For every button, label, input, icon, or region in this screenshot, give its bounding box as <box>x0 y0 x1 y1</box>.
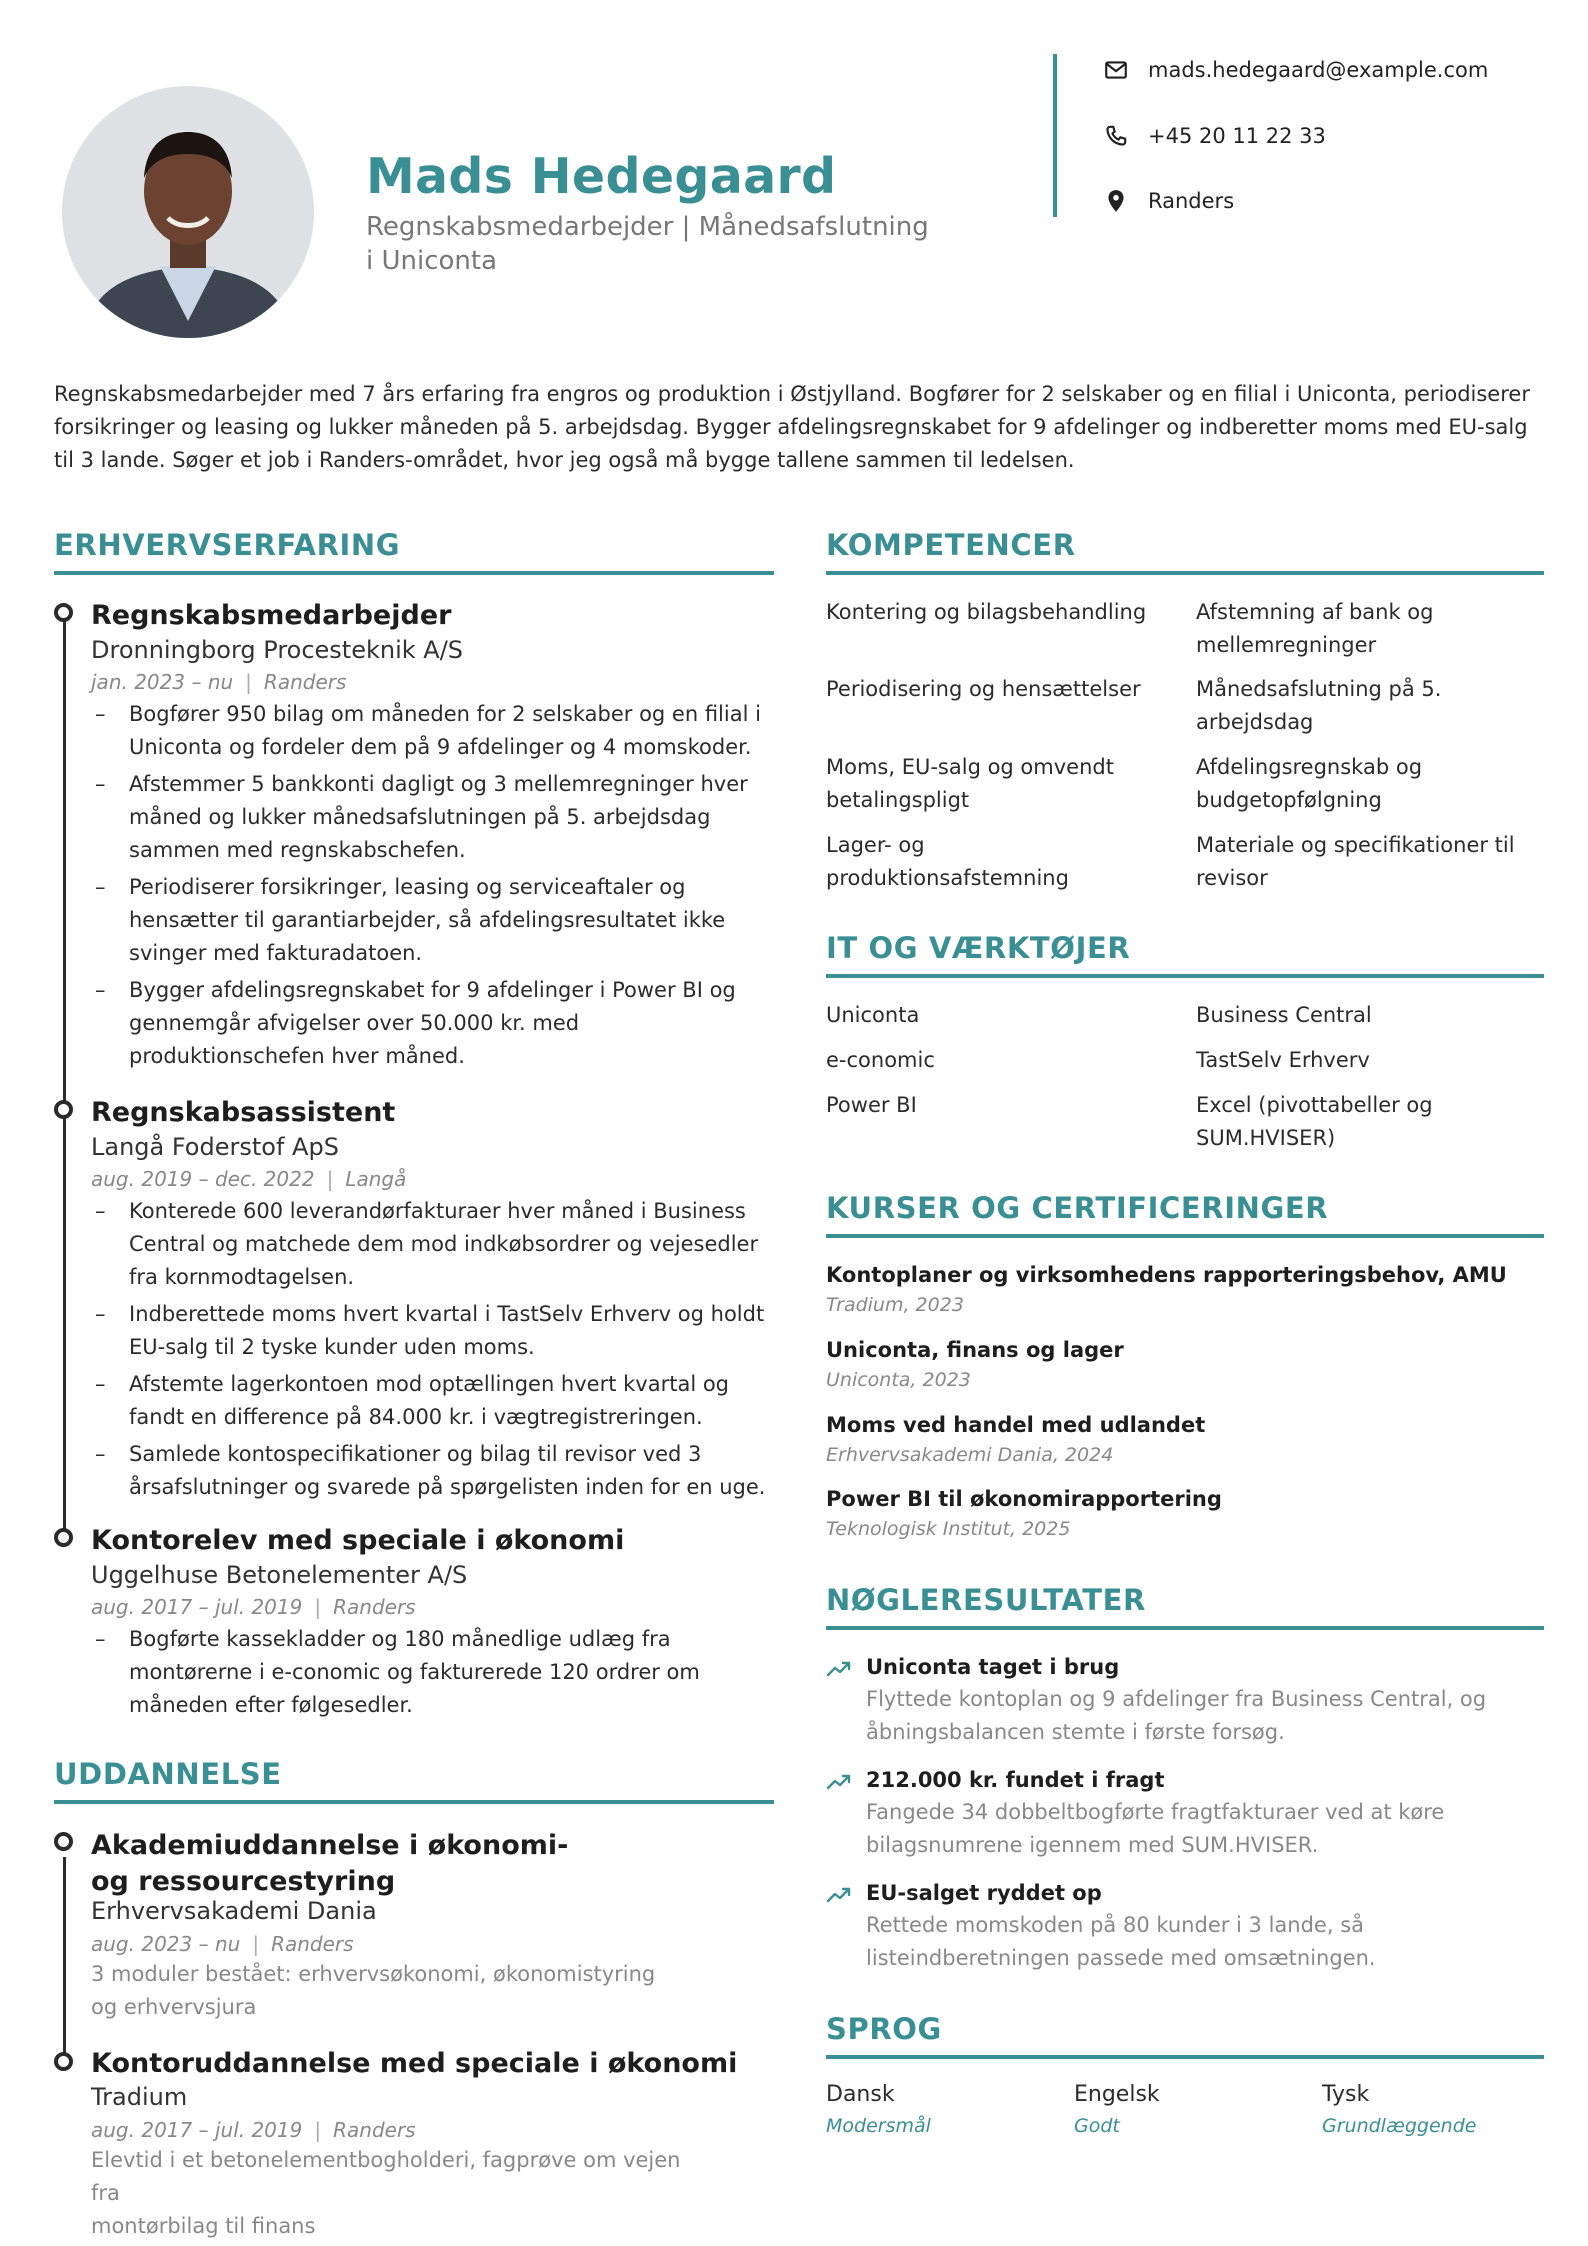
skill-item <box>826 673 1141 706</box>
phone-text[interactable]: +45 20 11 22 33 <box>1148 124 1326 148</box>
timeline-dot <box>54 1100 73 1119</box>
education-meta: aug. 2017 – jul. 2019 | Randers <box>91 2118 416 2142</box>
tool-item: Uniconta <box>826 1003 920 1027</box>
job-bullet: – Konterede 600 leverandørfakturaer hver måned i Business Central og matchede dem mod indkøbsordrer og vejesedler fra kornmodtagelsen. <box>91 1195 771 1294</box>
job-meta: aug. 2019 – dec. 2022 | Langå <box>91 1167 407 1191</box>
job-period: jan. 2023 – nu <box>91 670 234 694</box>
skill-line: arbejdsdag <box>1196 710 1314 734</box>
skill-line: betalingspligt <box>826 788 970 812</box>
tool-item <box>1196 1089 1433 1155</box>
skill-line: Materiale og specifikationer til <box>1196 833 1515 857</box>
result-desc-line: Rettede momskoden på 80 kunder i 3 lande, så <box>866 1913 1365 1937</box>
job-bullet: – Periodiserer forsikringer, leasing og serviceaftaler og hensætter til garantiarbejder, så afdelingsresultatet ikke svinger med fakturadatoen. <box>91 871 771 970</box>
education-desc-line: Elevtid i et betonelementbogholderi, fagprøve om vejen fra <box>91 2148 681 2205</box>
tools-heading: IT OG VÆRKTØJER <box>826 931 1131 965</box>
phone-icon <box>1102 122 1130 150</box>
skills-rule <box>826 571 1544 575</box>
result-desc-line: bilagsnumrene igennem med SUM.HVISER. <box>866 1833 1319 1857</box>
job-meta: jan. 2023 – nu | Randers <box>91 670 347 694</box>
courses-rule <box>826 1234 1544 1238</box>
skill-line: Periodisering og hensættelser <box>826 677 1141 701</box>
course-title: Uniconta, finans og lager <box>826 1338 1124 1362</box>
skill-item <box>826 596 1146 629</box>
timeline-dot <box>54 603 73 622</box>
skill-line: Moms, EU-salg og omvendt <box>826 755 1114 779</box>
result-title: EU-salget ryddet op <box>866 1881 1102 1905</box>
job-location: Langå <box>345 1167 407 1191</box>
contact-phone[interactable] <box>1102 122 1326 150</box>
timeline-dot <box>54 1528 73 1547</box>
skill-line: Månedsafslutning på 5. <box>1196 677 1442 701</box>
education-description <box>91 2144 711 2243</box>
contact-location <box>1102 187 1234 215</box>
education-school: Tradium <box>91 2083 188 2111</box>
language-level: Modersmål <box>826 2115 931 2137</box>
job-bullets <box>91 1623 771 1726</box>
job-title: Regnskabsmedarbejder <box>91 600 452 631</box>
role-line-1: Regnskabsmedarbejder | Månedsafslutning <box>366 212 929 242</box>
skill-line: Afdelingsregnskab og <box>1196 755 1423 779</box>
job-title: Regnskabsassistent <box>91 1097 396 1128</box>
job-bullet: – Bygger afdelingsregnskabet for 9 afdelinger i Power BI og gennemgår afvigelser over 50.000 kr. med produktionschefen hver måned. <box>91 974 771 1073</box>
job-location: Randers <box>263 670 347 694</box>
profile-summary: Regnskabsmedarbejder med 7 års erfaring fra engros og produktion i Østjylland. Bogfører for 2 selskaber og en filial i Uniconta, periodiserer forsikringer og leasing og lukker måneden på 5. arbejdsdag. Bygger afdelingsregnskabet for 9 afdelinger og indberetter moms med EU-salg til 3 lande. Søger et job i Randers-området, hvor jeg også må bygge tallene sammen til ledelsen. <box>54 382 1530 472</box>
job-bullets <box>91 1195 771 1508</box>
education-meta: aug. 2023 – nu | Randers <box>91 1932 354 1956</box>
education-title-line: Akademiuddannelse i økonomi- <box>91 1830 569 1861</box>
location-text: Randers <box>1148 189 1235 213</box>
language-name: Tysk <box>1322 2082 1370 2107</box>
tool-item: e-conomic <box>826 1048 935 1072</box>
skill-line: Lager- og <box>826 833 925 857</box>
education-desc-line: montørbilag til finans <box>91 2214 316 2238</box>
result-desc-line: listeindberetningen passede med omsætningen. <box>866 1946 1376 1970</box>
course-meta: Teknologisk Institut, 2025 <box>826 1518 1071 1540</box>
education-rule <box>54 1800 774 1804</box>
avatar <box>62 86 314 338</box>
location-pin-icon <box>1102 187 1130 215</box>
job-bullets <box>91 698 771 1077</box>
job-title: Kontorelev med speciale i økonomi <box>91 1525 625 1556</box>
job-period: aug. 2017 – jul. 2019 <box>91 1595 303 1619</box>
job-bullet: – Indberettede moms hvert kvartal i TastSelv Erhverv og holdt EU-salg til 2 tyske kunder uden moms. <box>91 1298 771 1364</box>
candidate-role <box>366 210 946 278</box>
education-timeline <box>63 1857 66 2059</box>
course-title: Power BI til økonomirapportering <box>826 1487 1222 1511</box>
tool-line: Excel (pivottabeller og <box>1196 1093 1433 1117</box>
languages-rule <box>826 2055 1544 2059</box>
tool-item: TastSelv Erhverv <box>1196 1048 1370 1072</box>
results-heading: NØGLERESULTATER <box>826 1583 1146 1617</box>
timeline-dot <box>54 2052 73 2071</box>
education-description <box>91 1958 711 2024</box>
skill-item <box>826 829 1069 895</box>
result-desc-line: Flyttede kontoplan og 9 afdelinger fra Business Central, og <box>866 1687 1487 1711</box>
job-bullet: – Afstemte lagerkontoen mod optællingen hvert kvartal og fandt en difference på 84.000 kr. i vægtregistreringen. <box>91 1368 771 1434</box>
skill-item <box>826 751 1114 817</box>
job-bullet: – Afstemmer 5 bankkonti dagligt og 3 mellemregninger hver måned og lukker månedsafslutningen på 5. arbejdsdag sammen med regnskabschefen. <box>91 768 771 867</box>
results-rule <box>826 1626 1544 1630</box>
education-title <box>91 1828 568 1900</box>
education-location: Randers <box>271 1932 354 1956</box>
course-meta: Erhvervsakademi Dania, 2024 <box>826 1444 1114 1466</box>
result-title: 212.000 kr. fundet i fragt <box>866 1768 1165 1792</box>
language-name: Dansk <box>826 2082 895 2107</box>
timeline-dot <box>54 1832 73 1851</box>
job-bullet: – Samlede kontospecifikationer og bilag til revisor ved 3 årsafslutninger og svarede på spørgelisten inden for en uge. <box>91 1438 771 1504</box>
job-period: aug. 2019 – dec. 2022 <box>91 1167 315 1191</box>
skill-line: produktionsafstemning <box>826 866 1069 890</box>
skill-item <box>1196 673 1441 739</box>
language-name: Engelsk <box>1074 2082 1160 2107</box>
result-description <box>866 1683 1546 1749</box>
language-level: Godt <box>1074 2115 1120 2137</box>
course-meta: Tradium, 2023 <box>826 1294 964 1316</box>
tool-line: SUM.HVISER) <box>1196 1126 1336 1150</box>
courses-heading: KURSER OG CERTIFICERINGER <box>826 1191 1329 1225</box>
language-level: Grundlæggende <box>1322 2115 1477 2137</box>
education-heading: UDDANNELSE <box>54 1757 282 1791</box>
contact-divider <box>1053 54 1057 217</box>
skill-line: budgetopfølgning <box>1196 788 1382 812</box>
education-desc-line: og erhvervsjura <box>91 1995 257 2019</box>
profile-photo <box>62 86 314 338</box>
skill-line: Kontering og bilagsbehandling <box>826 600 1147 624</box>
skill-item <box>1196 829 1515 895</box>
education-period: aug. 2017 – jul. 2019 <box>91 2118 303 2142</box>
skill-line: revisor <box>1196 866 1268 890</box>
result-description <box>866 1796 1546 1862</box>
education-location: Randers <box>333 2118 416 2142</box>
mail-icon <box>1102 56 1130 84</box>
experience-rule <box>54 571 774 575</box>
education-period: aug. 2023 – nu <box>91 1932 241 1956</box>
tools-rule <box>826 974 1544 978</box>
job-bullet: – Bogfører 950 bilag om måneden for 2 selskaber og en filial i Uniconta og fordeler dem på 9 afdelinger og 4 momskoder. <box>91 698 771 764</box>
skills-heading: KOMPETENCER <box>826 528 1076 562</box>
skill-line: mellemregninger <box>1196 633 1377 657</box>
result-desc-line: åbningsbalancen stemte i første forsøg. <box>866 1720 1285 1744</box>
course-title: Kontoplaner og virksomhedens rapporteringsbehov, AMU <box>826 1263 1507 1287</box>
skill-item <box>1196 751 1422 817</box>
result-desc-line: Fangede 34 dobbeltbogførte fragtfakturaer ved at køre <box>866 1800 1445 1824</box>
candidate-name: Mads Hedegaard <box>366 148 837 205</box>
email-text[interactable]: mads.hedegaard@example.com <box>1148 58 1489 82</box>
trending-up-icon <box>826 1660 852 1678</box>
education-school: Erhvervsakademi Dania <box>91 1897 377 1925</box>
job-company: Dronningborg Procesteknik A/S <box>91 636 464 664</box>
contact-email[interactable] <box>1102 56 1488 84</box>
job-company: Uggelhuse Betonelementer A/S <box>91 1561 468 1589</box>
skill-line: Afstemning af bank og <box>1196 600 1434 624</box>
languages-heading: SPROG <box>826 2012 942 2046</box>
job-company: Langå Foderstof ApS <box>91 1133 339 1161</box>
job-location: Randers <box>333 1595 416 1619</box>
experience-timeline <box>63 618 66 1546</box>
result-description <box>866 1909 1546 1975</box>
trending-up-icon <box>826 1886 852 1904</box>
tool-item: Power BI <box>826 1093 917 1117</box>
job-meta: aug. 2017 – jul. 2019 | Randers <box>91 1595 416 1619</box>
course-meta: Uniconta, 2023 <box>826 1369 971 1391</box>
role-line-2: i Uniconta <box>366 246 498 276</box>
education-desc-line: 3 moduler bestået: erhvervsøkonomi, økonomistyring <box>91 1962 656 1986</box>
course-title: Moms ved handel med udlandet <box>826 1413 1206 1437</box>
education-title-line: og ressourcestyring <box>91 1866 396 1897</box>
trending-up-icon <box>826 1773 852 1791</box>
experience-heading: ERHVERVSERFARING <box>54 528 401 562</box>
skill-item <box>1196 596 1433 662</box>
job-bullet: – Bogførte kassekladder og 180 månedlige udlæg fra montørerne i e-conomic og fakturerede 120 ordrer om måneden efter følgesedler. <box>91 1623 771 1722</box>
result-title: Uniconta taget i brug <box>866 1655 1120 1679</box>
education-title: Kontoruddannelse med speciale i økonomi <box>91 2048 738 2079</box>
tool-item: Business Central <box>1196 1003 1372 1027</box>
